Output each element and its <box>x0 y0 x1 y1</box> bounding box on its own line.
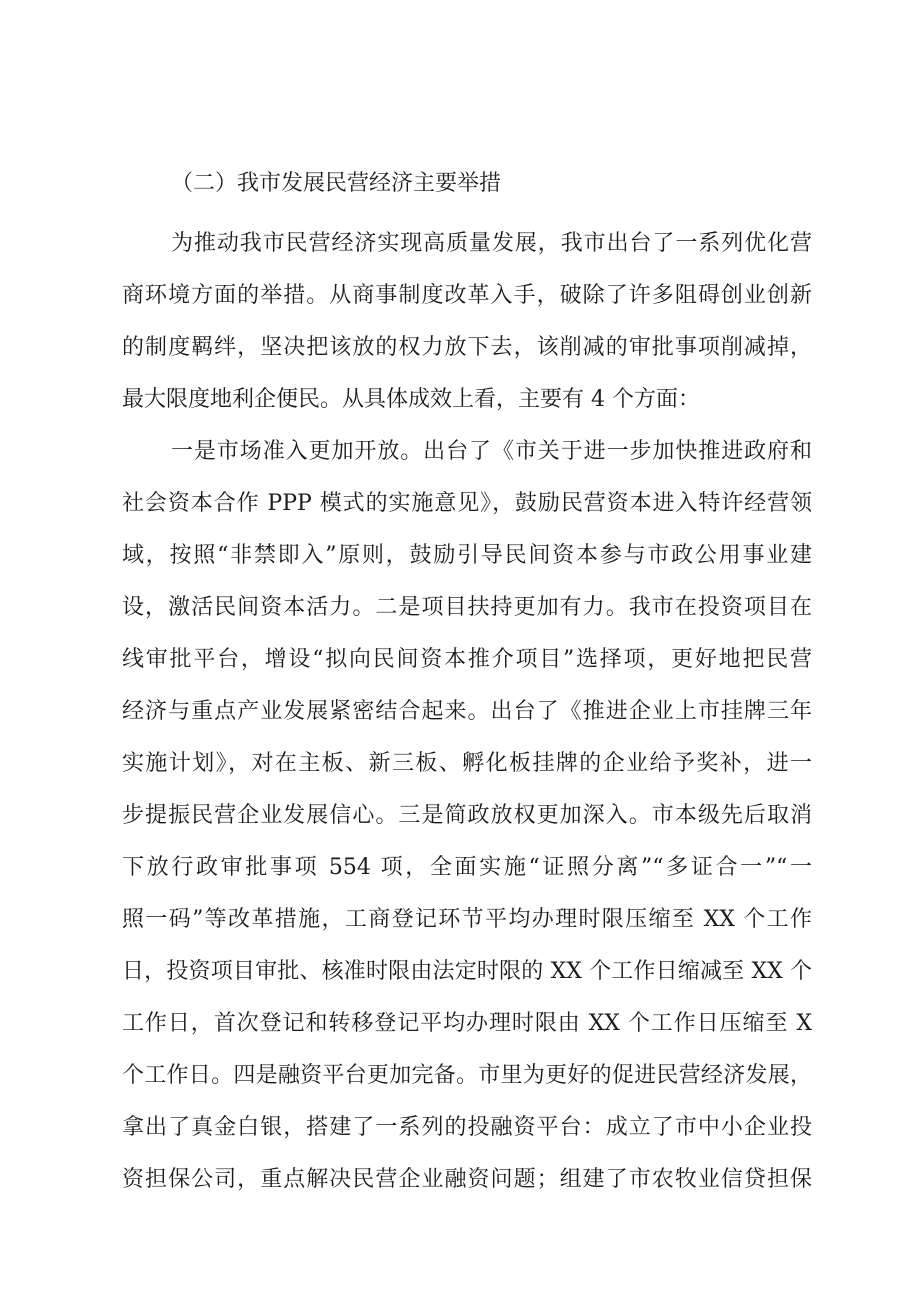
paragraph-2-line: 照一码”等改革措施，工商登记环节平均办理时限压缩至 XX 个工作 <box>122 907 812 932</box>
paragraph-2-line: 域，按照“非禁即入”原则，鼓励引导民间资本参与市政公用事业建 <box>122 543 812 568</box>
section-heading: （二）我市发展民营经济主要举措 <box>171 171 502 196</box>
paragraph-1-line: 为推动我市民营经济实现高质量发展，我市出台了一系列优化营 <box>171 231 812 256</box>
paragraph-2-line: 社会资本合作 PPP 模式的实施意见》，鼓励民营资本进入特许经营领 <box>122 491 812 516</box>
paragraph-1-line: 最大限度地利企便民。从具体成效上看，主要有 4 个方面： <box>122 387 700 412</box>
paragraph-2-line: 一是市场准入更加开放。出台了《市关于进一步加快推进政府和 <box>171 439 812 464</box>
paragraph-1-line: 的制度羁绊，坚决把该放的权力放下去，该削减的审批事项削减掉， <box>122 335 812 360</box>
paragraph-2-line: 下放行政审批事项 554 项，全面实施“证照分离”“多证合一”“一 <box>122 855 812 880</box>
paragraph-1-line: 商环境方面的举措。从商事制度改革入手，破除了许多阻碍创业创新 <box>122 283 812 308</box>
paragraph-2-line: 拿出了真金白银，搭建了一系列的投融资平台：成立了市中小企业投 <box>122 1115 812 1140</box>
paragraph-2-line: 个工作日。四是融资平台更加完备。市里为更好的促进民营经济发展， <box>122 1063 812 1088</box>
paragraph-2-line: 步提振民营企业发展信心。三是简政放权更加深入。市本级先后取消 <box>122 803 812 828</box>
paragraph-2-line: 线审批平台，增设“拟向民间资本推介项目”选择项，更好地把民营 <box>122 647 812 672</box>
paragraph-2-line: 经济与重点产业发展紧密结合起来。出台了《推进企业上市挂牌三年 <box>122 699 812 724</box>
paragraph-2-line: 设，激活民间资本活力。二是项目扶持更加有力。我市在投资项目在 <box>122 595 812 620</box>
paragraph-2-line: 实施计划》，对在主板、新三板、孵化板挂牌的企业给予奖补，进一 <box>122 751 812 776</box>
paragraph-2-line: 工作日，首次登记和转移登记平均办理时限由 XX 个工作日压缩至 X <box>122 1011 812 1036</box>
paragraph-2-line: 日，投资项目审批、核准时限由法定时限的 XX 个工作日缩减至 XX 个 <box>122 959 812 984</box>
paragraph-2-line: 资担保公司，重点解决民营企业融资问题；组建了市农牧业信贷担保 <box>122 1167 812 1192</box>
